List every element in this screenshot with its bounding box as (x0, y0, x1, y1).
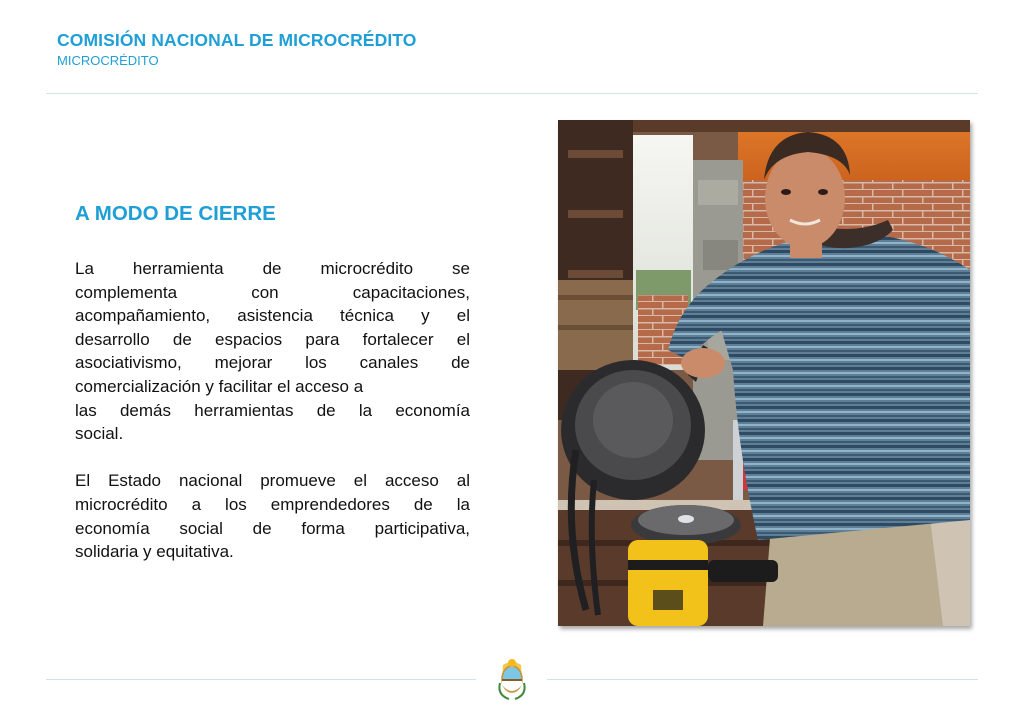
header (57, 30, 416, 68)
footer-divider-left (46, 679, 476, 680)
entrepreneur-photo (558, 120, 970, 626)
body-text (75, 257, 470, 564)
paragraph-2 (75, 469, 470, 563)
text-line: comercialización y facilitar el acceso a (75, 376, 364, 396)
section-name: MICROCRÉDITO (57, 53, 159, 68)
text-line: microcrédito a los emprendedores de la (75, 494, 470, 514)
text-line: asociativismo, mejorar los canales de (75, 353, 470, 373)
footer-divider-right (547, 679, 978, 680)
text-line: las demás herramientas de la economía (75, 400, 470, 420)
text-line: social. (75, 424, 124, 444)
text-line: desarrollo de espacios para fortalecer el (75, 329, 470, 349)
paragraph-1 (75, 257, 470, 446)
text-line: acompañamiento, asistencia técnica y el (75, 306, 470, 326)
text-line: economía social de forma participativa, (75, 518, 470, 538)
organization-name: COMISIÓN NACIONAL DE MICROCRÉDITO (57, 30, 417, 50)
slide-title: A MODO DE CIERRE (75, 202, 276, 225)
national-emblem-icon (497, 655, 527, 701)
text-line: La herramienta de microcrédito se (75, 259, 470, 278)
header-divider (46, 93, 978, 94)
text-line: El Estado nacional promueve el acceso al (75, 471, 470, 491)
text-line: complementa con capacitaciones, (75, 282, 470, 302)
text-line: solidaria y equitativa. (75, 542, 234, 562)
